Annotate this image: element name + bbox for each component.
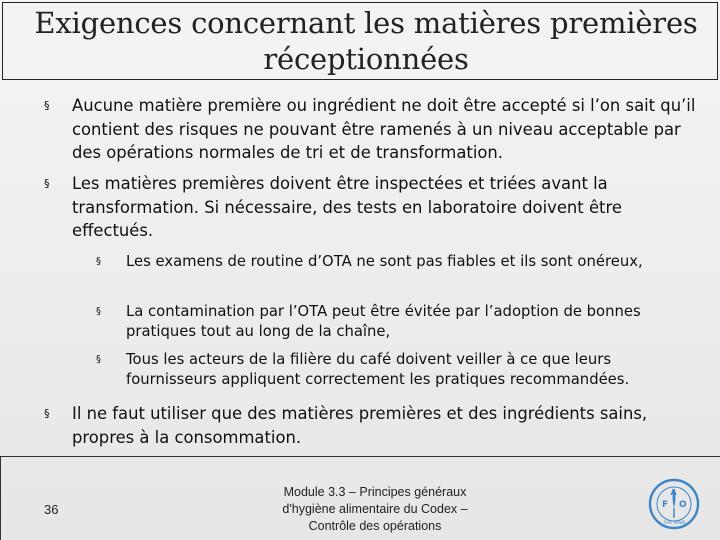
fao-logo-icon (648, 478, 700, 530)
module-caption-line-3: Contrôle des opérations (308, 519, 442, 533)
square-bullet-icon: § (44, 407, 50, 420)
slide-title (34, 5, 697, 77)
title-box (2, 2, 718, 80)
module-caption-line-2: d'hygiène alimentaire du Codex – (282, 502, 468, 516)
bullet-item-3 (44, 402, 704, 449)
bullet-text: Il ne faut utiliser que des matières premières et des ingrédients sains, propres à la consommation. (72, 404, 648, 447)
slide-title-line-2: réceptionnées (263, 42, 469, 76)
sub-bullet-text: La contamination par l’OTA peut être évitée par l’adoption de bonnes pratiques tout au long de la chaîne, (126, 303, 641, 340)
slide-number: 36 (44, 502, 59, 517)
svg-text:A: A (670, 488, 677, 497)
svg-text:F: F (662, 500, 669, 510)
square-bullet-icon: § (96, 306, 101, 317)
square-bullet-icon: § (44, 177, 50, 190)
module-caption-line-1: Module 3.3 – Principes généraux (283, 485, 467, 499)
svg-text:FIAT PANIS: FIAT PANIS (664, 520, 686, 525)
bullet-text: Les matières premières doivent être inspectées et triées avant la transformation. Si nécessaire, des tests en laboratoire doivent être effectués. (72, 174, 622, 240)
bullet-item-1 (44, 94, 704, 165)
bullet-text: Aucune matière première ou ingrédient ne doit être accepté si l’on sait qu’il contient des risques ne pouvant être ramenés à un niveau acceptable par des opérations normales de tri et de transformation. (72, 96, 696, 162)
sub-bullet-item-3 (96, 350, 696, 390)
slide-title-line-1: Exigences concernant les matières premières (34, 6, 698, 40)
svg-text:O: O (679, 500, 687, 510)
square-bullet-icon: § (96, 256, 101, 267)
square-bullet-icon: § (44, 99, 50, 112)
sub-bullet-item-1 (96, 252, 696, 272)
sub-bullet-item-2 (96, 302, 696, 342)
bullet-item-2 (44, 172, 704, 243)
square-bullet-icon: § (96, 354, 101, 365)
sub-bullet-text: Tous les acteurs de la filière du café doivent veiller à ce que leurs fournisseurs appliquent correctement les pratiques recommandées. (126, 351, 630, 388)
sub-bullet-text: Les examens de routine d’OTA ne sont pas fiables et ils sont onéreux, (126, 253, 643, 270)
module-caption (255, 484, 495, 535)
